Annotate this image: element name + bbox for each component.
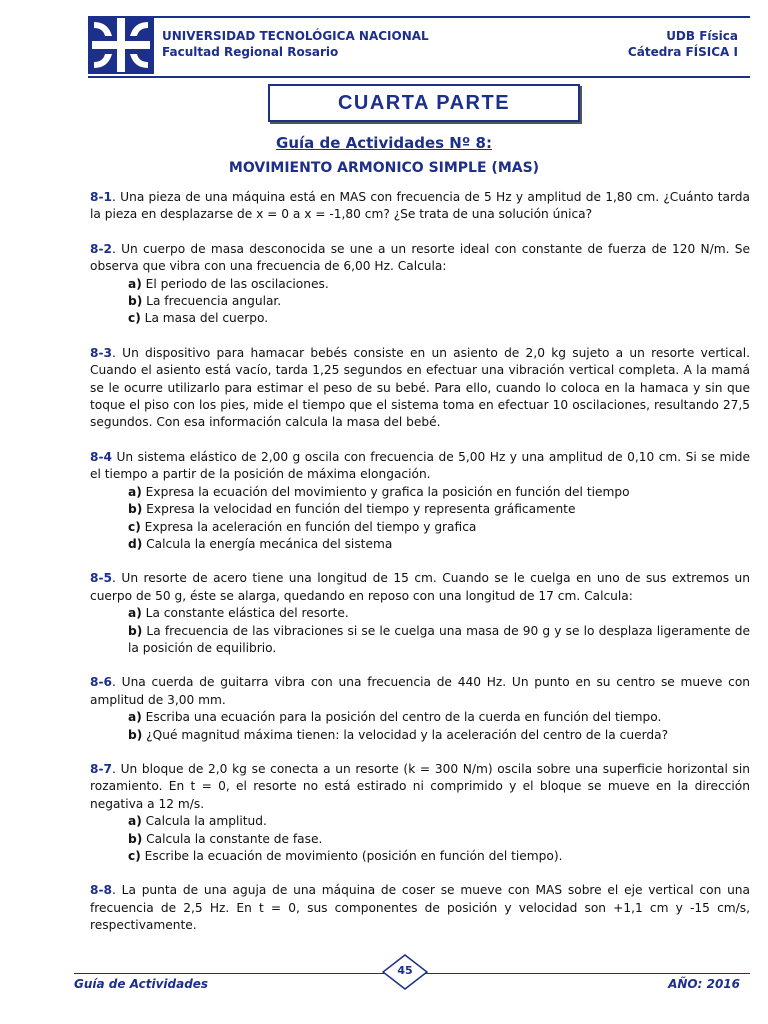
sub-item-label: c) [128, 849, 141, 863]
sub-item-label: b) [128, 727, 143, 742]
header-department [628, 28, 738, 60]
page-number: 45 [397, 964, 413, 977]
sub-item [90, 536, 750, 553]
topic-subtitle: MOVIMIENTO ARMONICO SIMPLE (MAS) [228, 160, 540, 176]
sub-item-text: Expresa la aceleración en función del tiempo y grafica [140, 519, 477, 534]
sub-item-label: a) [128, 814, 142, 829]
footer-guide-label: Guía de Actividades [74, 977, 209, 991]
problem-number: 8-3 [90, 345, 113, 360]
problem-8-5 [90, 570, 750, 657]
sub-item-text: La masa del cuerpo. [140, 311, 269, 326]
faculty-name: Facultad Regional Rosario [162, 45, 339, 59]
sub-item [90, 813, 750, 830]
sub-item [90, 848, 750, 865]
sub-item-text: Calcula la amplitud. [141, 814, 267, 829]
problem-text: . Una cuerda de guitarra vibra con una frecuencia de 440 Hz. Un punto en su centro se mueve con amplitud de 3,00 mm. [90, 675, 750, 707]
sub-item-label: b) [128, 623, 143, 638]
chair-name: Cátedra FÍSICA I [627, 45, 738, 59]
sub-item-label: a) [128, 606, 142, 621]
sub-item [90, 605, 750, 622]
sub-item [90, 501, 750, 518]
problem-8-6 [90, 674, 750, 744]
sub-item-text: La constante elástica del resorte. [141, 606, 349, 621]
sub-item-label: b) [128, 502, 143, 517]
guide-title: Guía de Actividades Nº 8: [276, 134, 492, 152]
sub-item [90, 831, 750, 848]
problem-number: 8-5 [90, 571, 113, 586]
problem-text: . Un cuerpo de masa desconocida se une a un resorte ideal con constante de fuerza de 120 N/m. Se observa que vibra con una frecuencia de 6,00 Hz. Calcula: [90, 241, 750, 274]
sub-item-text: Expresa la ecuación del movimiento y grafica la posición en función del tiempo [141, 484, 630, 499]
university-name: UNIVERSIDAD TECNOLÓGICA NACIONAL [162, 29, 429, 43]
problem-number: 8-4 [90, 449, 113, 464]
udb-name: UDB Física [666, 29, 738, 43]
problem-8-1 [90, 189, 750, 224]
sub-item [90, 727, 750, 744]
problem-text: . Una pieza de una máquina está en MAS con frecuencia de 5 Hz y amplitud de 1,80 cm. ¿Cuánto tarda la pieza en desplazarse de x = 0 a x = -1,80 cm? ¿Se trata de una solución única? [90, 190, 750, 222]
sub-item-text: Escriba una ecuación para la posición del centro de la cuerda en función del tiempo. [141, 710, 662, 725]
sub-item-text: Calcula la constante de fase. [142, 831, 323, 846]
problem-number: 8-6 [90, 675, 113, 690]
problem-text: . La punta de una aguja de una máquina de coser se mueve con MAS sobre el eje vertical con una frecuencia de 2,5 Hz. En t = 0, sus componentes de posición y velocidad son +1,1 cm y -15 cm/s, respectivamente. [90, 883, 750, 933]
problem-text: . Un resorte de acero tiene una longitud de 15 cm. Cuando se le cuelga en uno de sus extremos un cuerpo de 50 g, éste se alarga, quedando en reposo con una longitud de 17 cm. Calcula: [90, 571, 750, 603]
sub-item-text: ¿Qué magnitud máxima tienen: la velocidad y la aceleración del centro de la cuerda? [142, 727, 669, 742]
sub-item [90, 276, 750, 293]
sub-item-text: El periodo de las oscilaciones. [141, 276, 329, 291]
sub-item-label: a) [128, 710, 142, 725]
header-institution [162, 28, 429, 60]
problem-text: Un sistema elástico de 2,00 g oscila con frecuencia de 5,00 Hz y una amplitud de 0,10 cm. Si se mide el tiempo a partir de la posición de máxima elongación. [90, 449, 750, 482]
problem-8-4 [90, 449, 750, 553]
sub-item [90, 709, 750, 726]
sub-item-label: d) [128, 536, 143, 551]
sub-item-label: a) [128, 276, 142, 291]
sub-item [90, 519, 750, 536]
sub-item-label: c) [128, 311, 141, 326]
problem-number: 8-8 [90, 883, 113, 898]
problem-number: 8-7 [90, 761, 113, 776]
sub-item-label: a) [128, 484, 142, 499]
problem-8-3 [90, 345, 750, 432]
problem-8-7 [90, 761, 750, 865]
sub-item [90, 310, 750, 327]
problem-8-2 [90, 241, 750, 328]
problem-number: 8-2 [90, 241, 113, 256]
sub-item-label: b) [128, 831, 143, 846]
problem-number: 8-1 [90, 190, 113, 204]
problem-list [90, 189, 750, 952]
sub-item-text: Expresa la velocidad en función del tiempo y representa gráficamente [142, 502, 576, 517]
problem-text: . Un dispositivo para hamacar bebés consiste en un asiento de 2,0 kg sujeto a un resorte vertical. Cuando el asiento está vacío, tarda 1,25 segundos en efectuar una vibración vertical completa. A la mamá se le ocurre utilizarlo para estimar el peso de su bebé. Para ello, cuando lo coloca en la hamaca y sin que toque el piso con los pies, mide el tiempo que el sistema toma en efectuar 10 oscilaciones, resultando 27,5 segundos. Con esa información calcula la masa del bebé. [90, 345, 750, 430]
sub-item [90, 484, 750, 501]
sub-item [90, 293, 750, 310]
sub-item-text: Escribe la ecuación de movimiento (posición en función del tiempo). [140, 849, 563, 863]
sub-item-text: La frecuencia de las vibraciones si se le cuelga una masa de 90 g y se lo desplaza ligeramente de la posición de equilibrio. [128, 623, 750, 655]
problem-text: . Un bloque de 2,0 kg se conecta a un resorte (k = 300 N/m) oscila sobre una superficie horizontal sin rozamiento. En t = 0, el resorte no está estirado ni comprimido y el bloque se mueve en la dirección negativa a 12 m/s. [90, 761, 750, 811]
part-title: CUARTA PARTE [337, 91, 511, 114]
problem-8-8 [90, 882, 750, 934]
part-title-box [268, 84, 580, 122]
sub-item-text: Calcula la energía mecánica del sistema [142, 536, 393, 551]
sub-item-text: La frecuencia angular. [142, 294, 282, 309]
utn-logo-icon [88, 16, 154, 74]
sub-item-label: b) [128, 294, 143, 309]
sub-item-label: c) [128, 519, 141, 534]
footer-year: AÑO: 2016 [668, 977, 740, 991]
sub-item [90, 623, 750, 658]
